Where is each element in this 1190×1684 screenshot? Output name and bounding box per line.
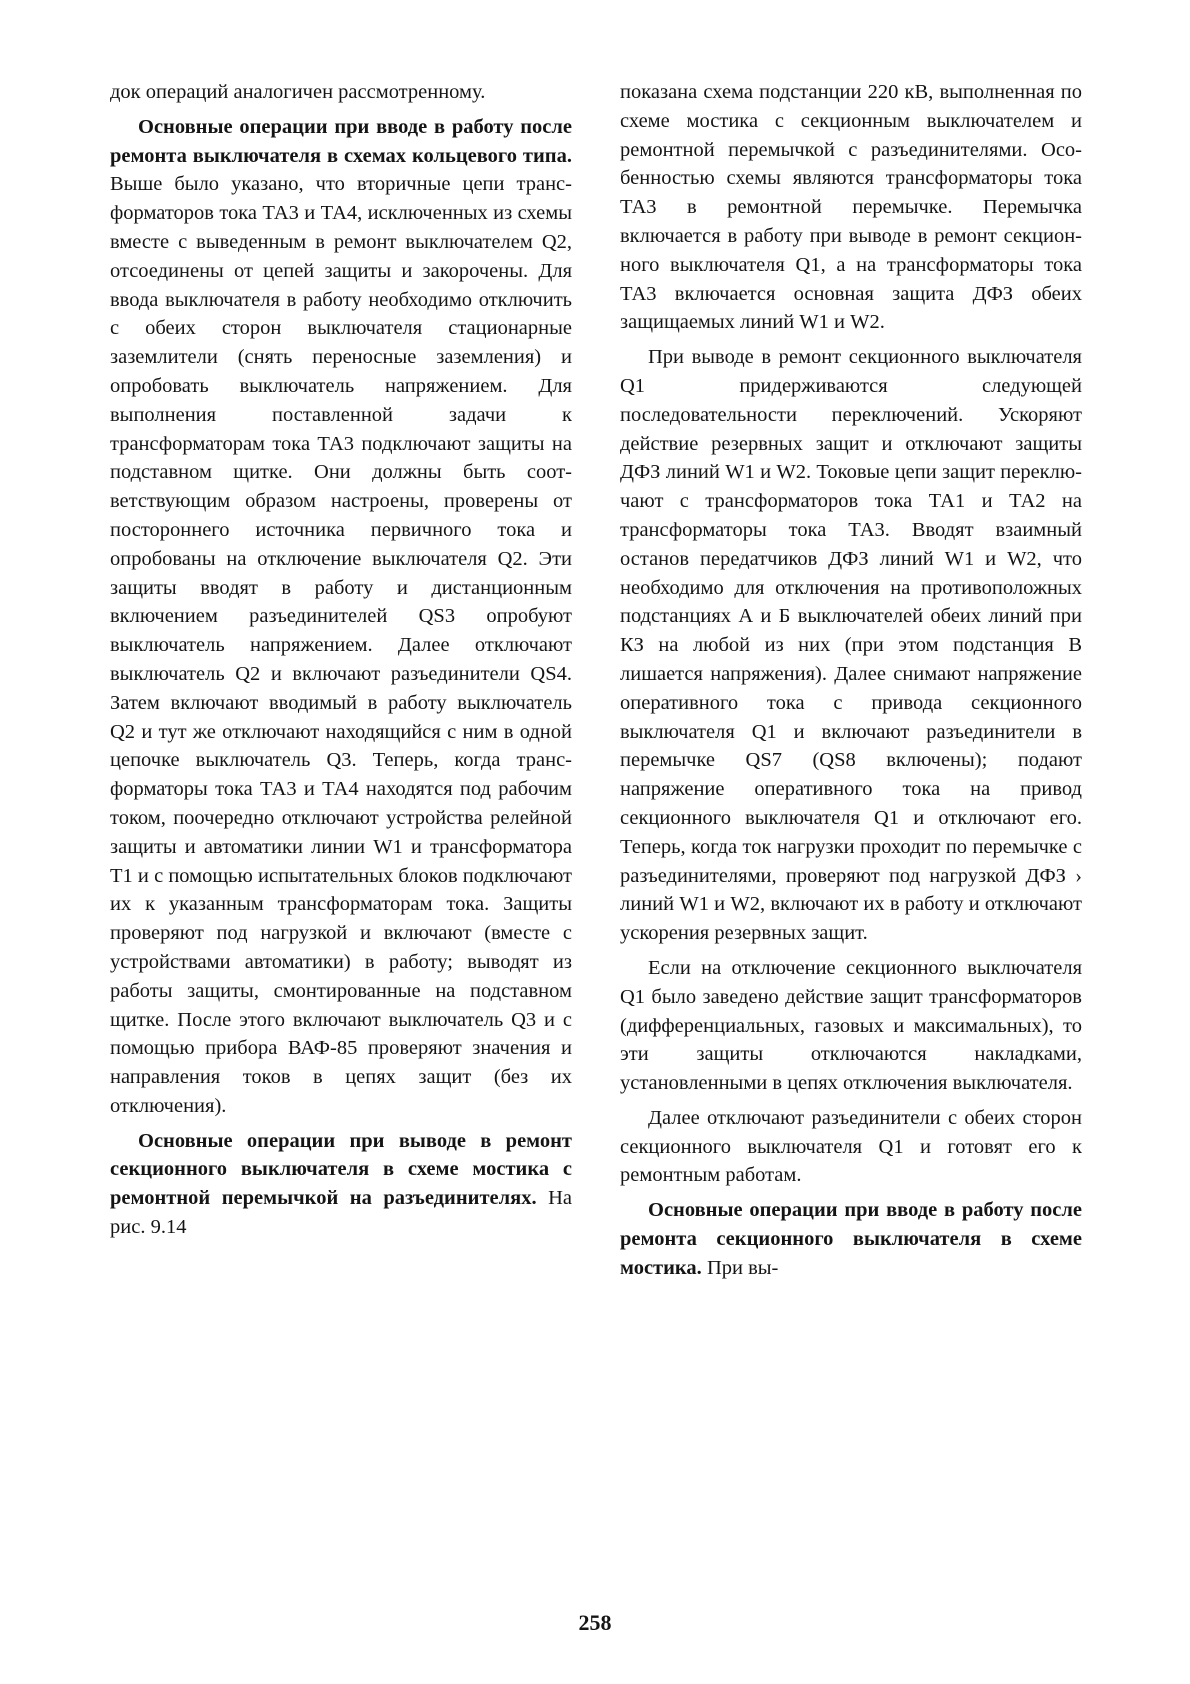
paragraph-bridge-scheme-output [110, 1127, 572, 1242]
paragraph-switching-sequence [620, 343, 1082, 948]
run-in-heading: Основные операции при выводе в ремонт секционного выключателя в схеме мостика с ремонтной перемычкой на разъединителях. [110, 1129, 572, 1210]
paragraph-text: Далее отключают разъединители с обеих сторон секционного выключателя Q1 и готовят его к ремонтным работам. [620, 1106, 1082, 1187]
paragraph-disconnectors [620, 1104, 1082, 1190]
paragraph-bridge-scheme-input [620, 1196, 1082, 1282]
paragraph-text: док операций аналогичен рассмотренному. [110, 81, 486, 103]
paragraph-continued [620, 78, 1082, 337]
paragraph-text: Если на отключение секционного выключателя Q1 было заведено действие защит трансформаторов (дифференциальных, газовых и максимальных), то эти защиты отключаются накладками, установленными в цепях отключения выключателя. [620, 956, 1082, 1095]
paragraph-ring-scheme-input [110, 113, 572, 1121]
left-text-column [110, 78, 572, 1248]
page-number: 258 [578, 1610, 612, 1635]
paragraph-continued [110, 78, 572, 107]
paragraph-text: При вы- [701, 1256, 779, 1279]
right-text-column [620, 78, 1082, 1289]
run-in-heading: Основные операции при вводе в работу после ремонта секционного выключателя в схеме мостика. [620, 1199, 1082, 1279]
paragraph-text: Выше было указано, что вторичные цепи трансформаторов тока ТА3 и ТА4, исключенных из схемы вместе с выведенным в ремонт выключателем Q2, отсоединены от цепей защиты и закорочены. Для ввода выключателя в работу необходимо отключить с обеих сторон выключателя стационарные заземлители (снять переносные заземления) и опробовать выключатель напряжением. Для выполнения поставленной задачи к трансформаторам тока ТА3 подключают защиты на подставном щитке. Они должны быть соответствующим образом настроены, проверены от постороннего источника первичного тока и опробованы на отключение выключателя Q2. Эти защиты вводят в работу и дистанционным включением разъединителей QS3 опробуют выключатель напряжением. Далее отключают выключатель Q2 и включают разъединители QS4. Затем включают вводимый в работу выключатель Q2 и тут же отключают находящийся с ним в одной цепочке выключатель Q3. Теперь, когда трансформаторы тока ТА3 и ТА4 находятся под рабочим током, поочередно отключают устройства релейной защиты и автоматики линии W1 и трансформатора Т1 и с помощью испытательных блоков подключают их к указанным трансформаторам тока. Защиты проверяют под нагрузкой и включают (вместе с устройствами автоматики) в работу; выводят из работы защиты, смонтированные на подставном щитке. После этого включают выключатель Q3 и с помощью прибора ВАФ-85 проверяют значения и направления токов в цепях защит (без их отключения). [110, 173, 572, 1117]
paragraph-text: показана схема подстанции 220 кВ, выполненная по схеме мостика с секционным выключателем и ремонтной перемычкой с разъединителями. Особенностью схемы являются трансформаторы тока ТА3 в ремонтной перемычке. Перемычка включается в работу при выводе в ремонт секционного выключателя Q1, а на трансформаторы тока ТА3 включается основная защита ДФЗ обеих защищаемых линий W1 и W2. [620, 81, 1082, 334]
paragraph-text: На рис. 9.14 [110, 1187, 573, 1239]
run-in-heading: Основные операции при вводе в работу после ремонта выключателя в схемах кольцевого типа. [110, 115, 572, 167]
paragraph-text: При выводе в ремонт секционного выключателя Q1 придерживаются следующей последовательности переключений. Ускоряют действие резервных защит и отключают защиты ДФЗ линий W1 и W2. Токовые цепи защит переключают с трансформаторов тока ТА1 и ТА2 на трансформаторы тока ТА3. Вводят взаимный останов передатчиков ДФЗ линий W1 и W2, что необходимо для отключения на противоположных подстанциях А и Б выключателей обеих линий при КЗ на любой из них (при этом подстанция В лишается напряжения). Далее снимают напряжение оперативного тока с привода секционного выключателя Q1 и включают разъединители в перемычке QS7 (QS8 включены); подают напряжение оперативного тока на привод секционного выключателя Q1 и отключают его. Теперь, когда ток нагрузки проходит по перемычке с разъединителями, проверяют под нагрузкой ДФЗ › линий W1 и W2, включают их в работу и отключают ускорения резервных защит. [620, 346, 1082, 945]
paragraph-transformer-protection [620, 954, 1082, 1098]
